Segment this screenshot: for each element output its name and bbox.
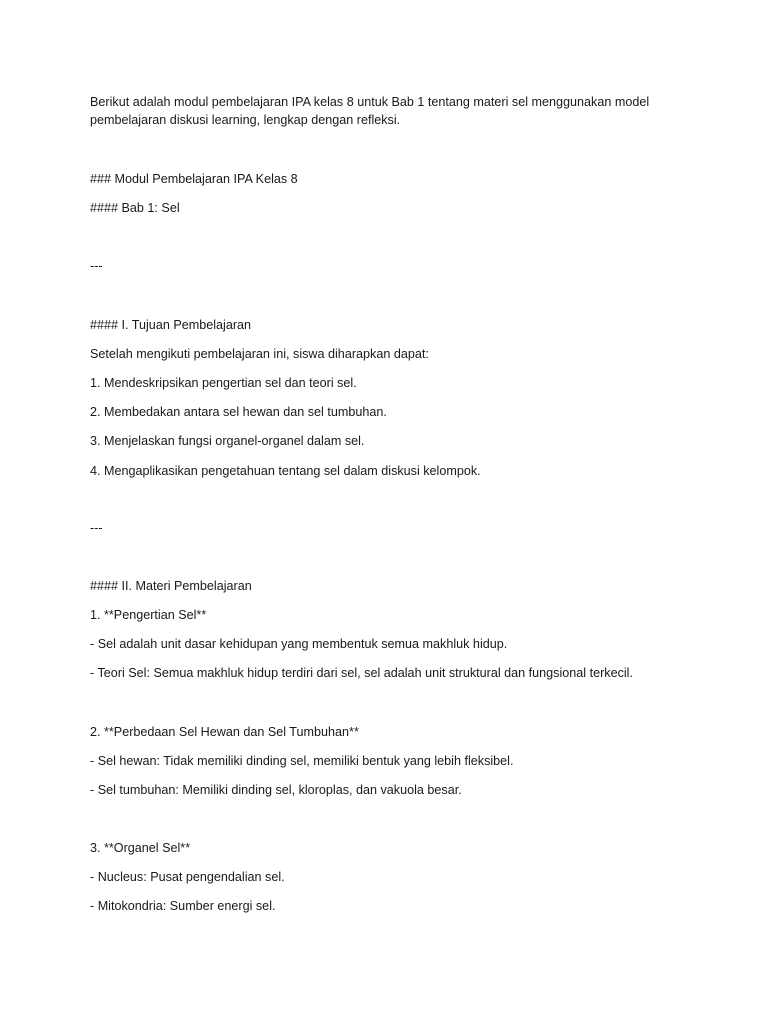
objectives-lead: Setelah mengikuti pembelajaran ini, siswa diharapkan dapat: [90, 347, 429, 361]
separator-1: --- [90, 259, 103, 273]
separator-2: --- [90, 521, 103, 535]
section-heading-objectives: #### I. Tujuan Pembelajaran [90, 318, 252, 332]
topic-point: - Sel hewan: Tidak memiliki dinding sel, memiliki bentuk yang lebih fleksibel. [90, 754, 514, 768]
objective-item: 2. Membedakan antara sel hewan dan sel tumbuhan. [90, 405, 387, 419]
chapter-heading: #### Bab 1: Sel [90, 201, 180, 215]
objective-item: 1. Mendeskripsikan pengertian sel dan teori sel. [90, 376, 357, 390]
topic-title: 2. **Perbedaan Sel Hewan dan Sel Tumbuhan** [90, 725, 359, 739]
section-heading-materials: #### II. Materi Pembelajaran [90, 579, 252, 593]
topic-title: 3. **Organel Sel** [90, 841, 191, 855]
topic-title: 1. **Pengertian Sel** [90, 608, 207, 622]
intro-paragraph: Berikut adalah modul pembelajaran IPA kelas 8 untuk Bab 1 tentang materi sel menggunakan model pembelajaran diskusi learning, lengkap dengan refleksi. [90, 95, 650, 127]
objective-item: 3. Menjelaskan fungsi organel-organel dalam sel. [90, 434, 365, 448]
topic-point: - Sel adalah unit dasar kehidupan yang membentuk semua makhluk hidup. [90, 637, 508, 651]
topic-point: - Nucleus: Pusat pengendalian sel. [90, 870, 285, 884]
topic-point: - Mitokondria: Sumber energi sel. [90, 899, 276, 913]
objective-item: 4. Mengaplikasikan pengetahuan tentang sel dalam diskusi kelompok. [90, 464, 481, 478]
topic-point: - Teori Sel: Semua makhluk hidup terdiri dari sel, sel adalah unit struktural dan fungsional terkecil. [90, 666, 633, 680]
module-heading: ### Modul Pembelajaran IPA Kelas 8 [90, 172, 298, 186]
topic-point: - Sel tumbuhan: Memiliki dinding sel, kloroplas, dan vakuola besar. [90, 783, 462, 797]
